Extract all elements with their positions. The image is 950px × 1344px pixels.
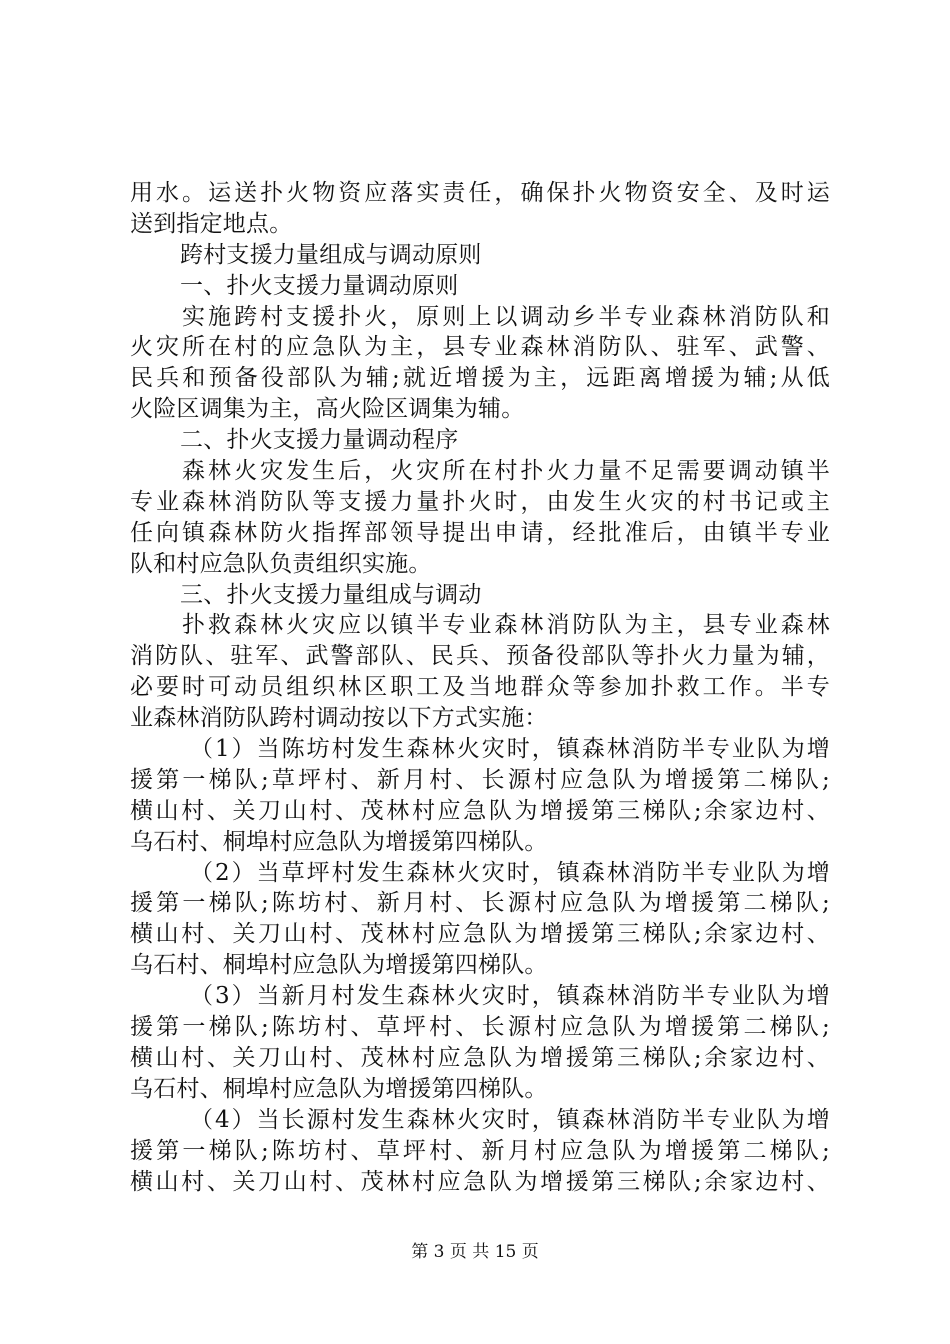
text-line: 横山村、关刀山村、茂林村应急队为增援第三梯队;余家边村、 <box>130 1044 830 1071</box>
text-line: 火险区调集为主，高火险区调集为辅。 <box>130 396 525 423</box>
document-body <box>130 178 830 1197</box>
text-line: 横山村、关刀山村、茂林村应急队为增援第三梯队;余家边村、 <box>130 1168 830 1195</box>
list-item-4-first-line: （4）当长源村发生森林火灾时，镇森林消防半专业队为增 <box>190 1106 830 1133</box>
section-heading-2: 二、扑火支援力量调动程序 <box>180 427 459 454</box>
text-line: 援第一梯队;陈坊村、新月村、长源村应急队为增援第二梯队; <box>130 890 830 917</box>
text-line: 业森林消防队跨村调动按以下方式实施： <box>130 705 548 732</box>
text-line: 必要时可动员组织林区职工及当地群众等参加扑救工作。半专 <box>130 674 830 701</box>
paragraph-first-line: 森林火灾发生后，火灾所在村扑火力量不足需要调动镇半 <box>182 458 830 485</box>
list-item-2-first-line: （2）当草坪村发生森林火灾时，镇森林消防半专业队为增 <box>190 859 830 886</box>
text-line: 任向镇森林防火指挥部领导提出申请，经批准后，由镇半专业 <box>130 519 830 546</box>
text-line: 火灾所在村的应急队为主，县专业森林消防队、驻军、武警、 <box>130 334 830 361</box>
paragraph-first-line: 扑救森林火灾应以镇半专业森林消防队为主，县专业森林 <box>182 612 830 639</box>
text-line: 乌石村、桐埠村应急队为增援第四梯队。 <box>130 1075 548 1102</box>
text-line: 队和村应急队负责组织实施。 <box>130 550 432 577</box>
text-line: 专业森林消防队等支援力量扑火时，由发生火灾的村书记或主 <box>130 488 830 515</box>
section-heading-1: 一、扑火支援力量调动原则 <box>180 272 459 299</box>
paragraph-first-line: 实施跨村支援扑火，原则上以调动乡半专业森林消防队和 <box>182 303 830 330</box>
text-line: 援第一梯队;陈坊村、草坪村、长源村应急队为增援第二梯队; <box>130 1014 830 1041</box>
text-line: 送到指定地点。 <box>130 210 293 237</box>
section-heading-3: 三、扑火支援力量组成与调动 <box>180 581 482 608</box>
list-item-1-first-line: （1）当陈坊村发生森林火灾时，镇森林消防半专业队为增 <box>190 736 830 763</box>
text-line: 乌石村、桐埠村应急队为增援第四梯队。 <box>130 828 548 855</box>
text-line: 横山村、关刀山村、茂林村应急队为增援第三梯队;余家边村、 <box>130 797 830 824</box>
text-line: 援第一梯队;陈坊村、草坪村、新月村应急队为增援第二梯队; <box>130 1137 830 1164</box>
section-title: 跨村支援力量组成与调动原则 <box>180 241 482 268</box>
text-line: 横山村、关刀山村、茂林村应急队为增援第三梯队;余家边村、 <box>130 921 830 948</box>
text-line: 用水。运送扑火物资应落实责任，确保扑火物资安全、及时运 <box>130 180 830 206</box>
text-line: 乌石村、桐埠村应急队为增援第四梯队。 <box>130 952 548 979</box>
text-line: 援第一梯队;草坪村、新月村、长源村应急队为增援第二梯队; <box>130 766 830 793</box>
list-item-3-first-line: （3）当新月村发生森林火灾时，镇森林消防半专业队为增 <box>190 983 830 1010</box>
text-line: 消防队、驻军、武警部队、民兵、预备役部队等扑火力量为辅， <box>130 643 830 670</box>
text-line: 民兵和预备役部队为辅;就近增援为主，远距离增援为辅;从低 <box>130 365 830 392</box>
page-number-footer: 第 3 页 共 15 页 <box>411 1242 539 1262</box>
